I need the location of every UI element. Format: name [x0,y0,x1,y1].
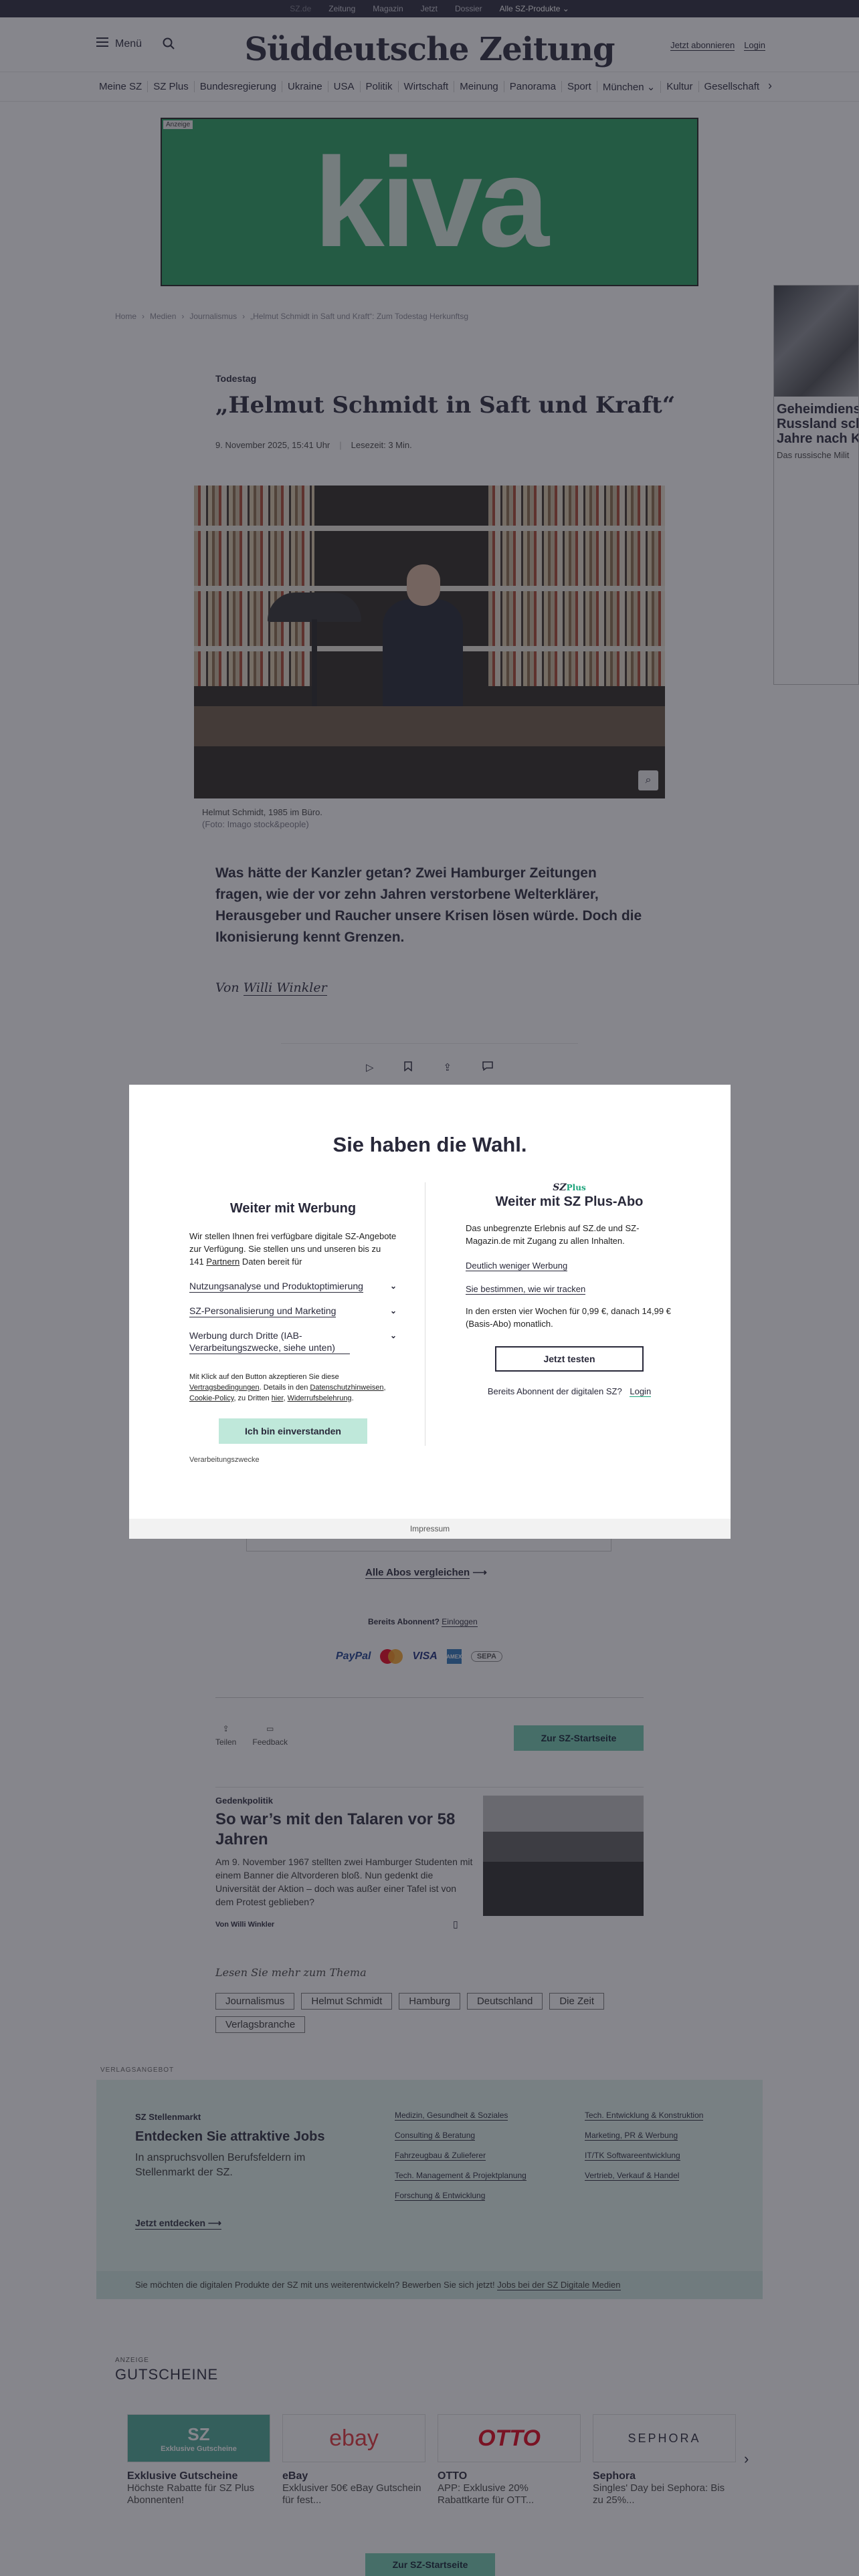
tracking-label: Sie bestimmen, wie wir tracken [466,1284,586,1294]
cookie-policy-link[interactable]: Cookie-Policy [189,1394,234,1402]
purpose-accordion[interactable] [189,1305,397,1317]
purpose-label: SZ-Personalisierung und Marketing [189,1305,337,1316]
legal-text-part: . Details in den [259,1384,308,1392]
legal-text-part: Mit Klick auf den Button akzeptieren Sie diese [189,1373,339,1381]
revocation-link[interactable]: Widerrufsbelehrung [287,1394,352,1402]
privacy-link[interactable]: Datenschutzhinweisen [310,1384,384,1392]
legal-text-part: , [383,1384,386,1392]
subscription-text: Das unbegrenzte Erlebnis auf SZ.de und SZ-Magazin.de mit Zugang zu allen Inhalten. [466,1223,640,1246]
modal-title: Sie haben die Wahl. [332,1133,527,1156]
ad-option-column [189,1196,397,1464]
sz-plus-logo [466,1182,673,1193]
imprint-link[interactable]: Impressum [129,1519,731,1539]
purpose-label: Nutzungsanalyse und Produktoptimierung [189,1281,363,1291]
less-ads-label: Deutlich weniger Werbung [466,1261,568,1271]
legal-text-part: . [351,1394,354,1402]
start-trial-button[interactable]: Jetzt testen [495,1346,644,1372]
ad-option-text [189,1230,397,1268]
less-ads-link[interactable] [466,1261,673,1271]
purpose-label: Werbung durch Dritte (IAB-Verarbeitungszwecke, siehe unten) [189,1329,350,1354]
modal-login-link[interactable]: Login [630,1386,652,1396]
accept-button[interactable]: Ich bin einverstanden [219,1418,367,1444]
consent-modal [129,1085,731,1539]
chevron-down-icon: ⌄ [389,1306,397,1315]
legal-text-part: , zu Dritten [233,1394,270,1402]
sz-plus-logo-sz: SZ [553,1182,567,1193]
chevron-down-icon: ⌄ [389,1281,397,1291]
existing-subscriber-label: Bereits Abonnent der digitalen SZ? [487,1386,622,1396]
sz-plus-logo-plus: Plus [566,1183,586,1192]
chevron-down-icon: ⌄ [389,1331,397,1340]
ad-text-part: Wir stellen Ihnen frei verfügbare digitale SZ-Angebote zur Verfügung. Sie stellen uns und unseren bis zu 141 [189,1231,397,1267]
subscription-price: In den ersten vier Wochen für 0,99 €, danach 14,99 € (Basis-Abo) monatlich. [466,1306,671,1329]
subscription-heading: Weiter mit SZ Plus-Abo [495,1194,644,1209]
tracking-link[interactable] [466,1284,673,1294]
existing-subscriber [466,1386,673,1396]
consent-legal-text [189,1372,397,1404]
subscription-option-column [466,1182,673,1396]
third-party-link[interactable]: hier [271,1394,284,1402]
ad-option-heading: Weiter mit Werbung [229,1201,357,1216]
ad-text-part: Daten bereit für [242,1257,302,1267]
purpose-accordion[interactable] [189,1280,397,1293]
partners-link[interactable]: Partnern [206,1257,240,1267]
terms-link[interactable]: Vertragsbedingungen [189,1384,260,1392]
legal-text-part: , [283,1394,286,1402]
purposes-link[interactable]: Verarbeitungszwecke [189,1456,260,1464]
purpose-accordion[interactable] [189,1329,397,1354]
